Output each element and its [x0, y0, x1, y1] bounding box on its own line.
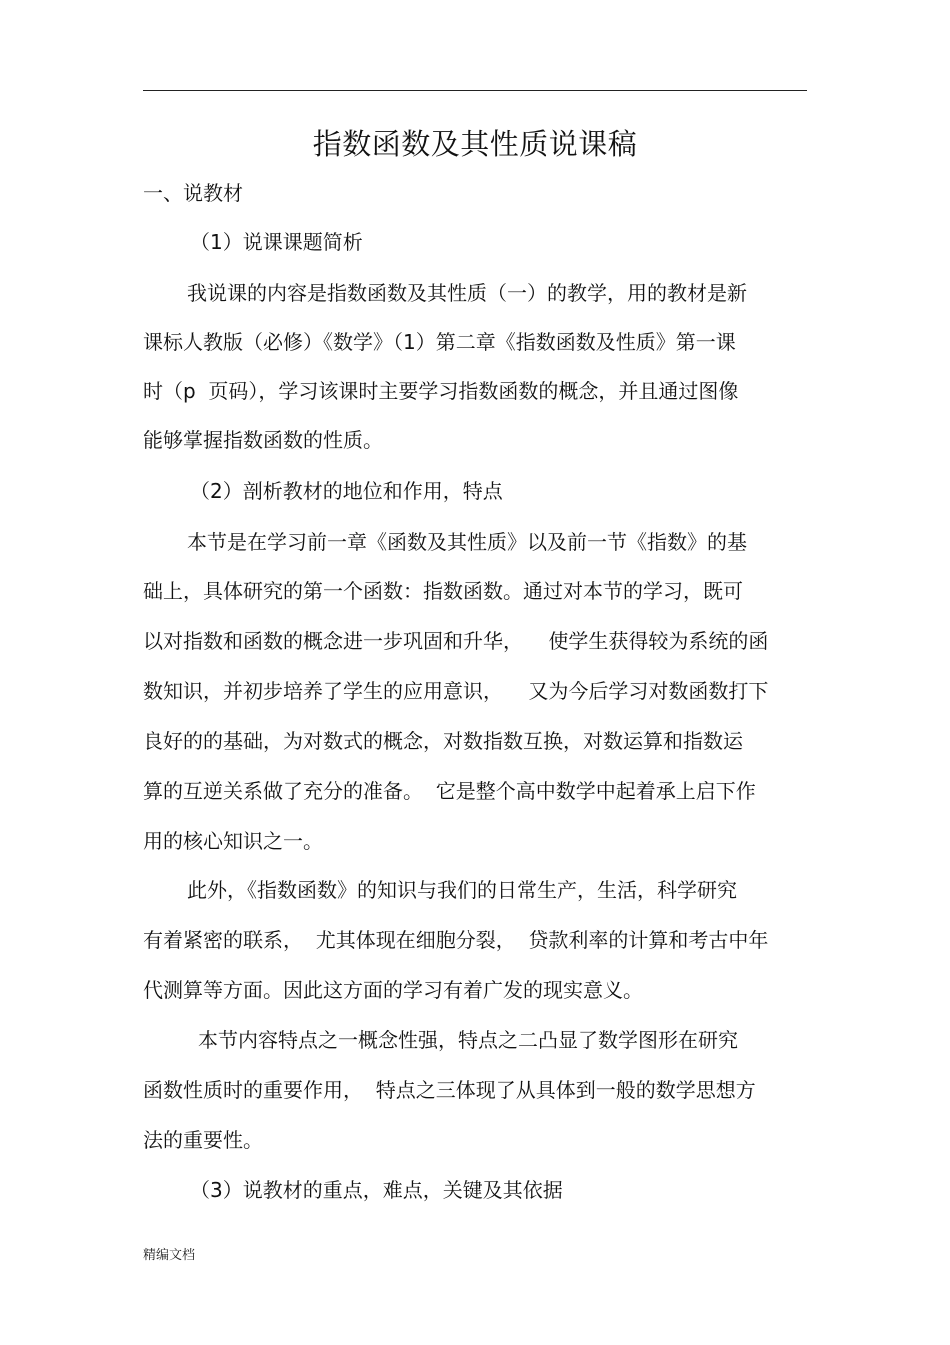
section-heading: 一、说教材: [143, 181, 243, 205]
paragraph-line: 此外，《指数函数》的知识与我们的日常生产，生活，科学研究: [187, 878, 737, 902]
paragraph-line: 数知识，并初步培养了学生的应用意识， 又为今后学习对数函数打下: [143, 679, 769, 703]
paragraph-line: 函数性质时的重要作用， 特点之三体现了从具体到一般的数学思想方: [143, 1078, 756, 1102]
subsection-heading-1: （1）说课课题简析: [190, 230, 363, 254]
footer-label: 精编文档: [143, 1248, 196, 1263]
paragraph-line: 良好的的基础，为对数式的概念，对数指数互换，对数运算和指数运: [143, 729, 743, 753]
document-title: 指数函数及其性质说课稿: [312, 127, 638, 161]
paragraph-line: 以对指数和函数的概念进一步巩固和升华， 使学生获得较为系统的函: [143, 629, 769, 653]
paragraph-line: 用的核心知识之一。: [143, 829, 323, 853]
paragraph-line: 代测算等方面。因此这方面的学习有着广发的现实意义。: [143, 978, 643, 1002]
paragraph-line: 时（p 页码），学习该课时主要学习指数函数的概念，并且通过图像: [143, 379, 739, 403]
header-rule: [143, 90, 807, 91]
paragraph-line: 能够掌握指数函数的性质。: [143, 428, 383, 452]
subsection-heading-2: （2）剖析教材的地位和作用，特点: [190, 479, 503, 503]
paragraph-line: 本节是在学习前一章《函数及其性质》以及前一节《指数》的基: [187, 530, 747, 554]
paragraph-line: 课标人教版（必修）《数学》（1）第二章《指数函数及性质》第一课: [143, 330, 736, 354]
paragraph-line: 法的重要性。: [143, 1128, 263, 1152]
paragraph-line: 础上，具体研究的第一个函数：指数函数。通过对本节的学习，既可: [143, 579, 743, 603]
paragraph-line: 算的互逆关系做了充分的准备。 它是整个高中数学中起着承上启下作: [143, 779, 756, 803]
paragraph-line: 我说课的内容是指数函数及其性质（一）的教学，用的教材是新: [187, 281, 747, 305]
paragraph-line: 有着紧密的联系， 尤其体现在细胞分裂， 贷款利率的计算和考古中年: [143, 928, 769, 952]
paragraph-line: 本节内容特点之一概念性强，特点之二凸显了数学图形在研究: [198, 1028, 738, 1052]
subsection-heading-3: （3）说教材的重点，难点，关键及其依据: [190, 1178, 563, 1202]
